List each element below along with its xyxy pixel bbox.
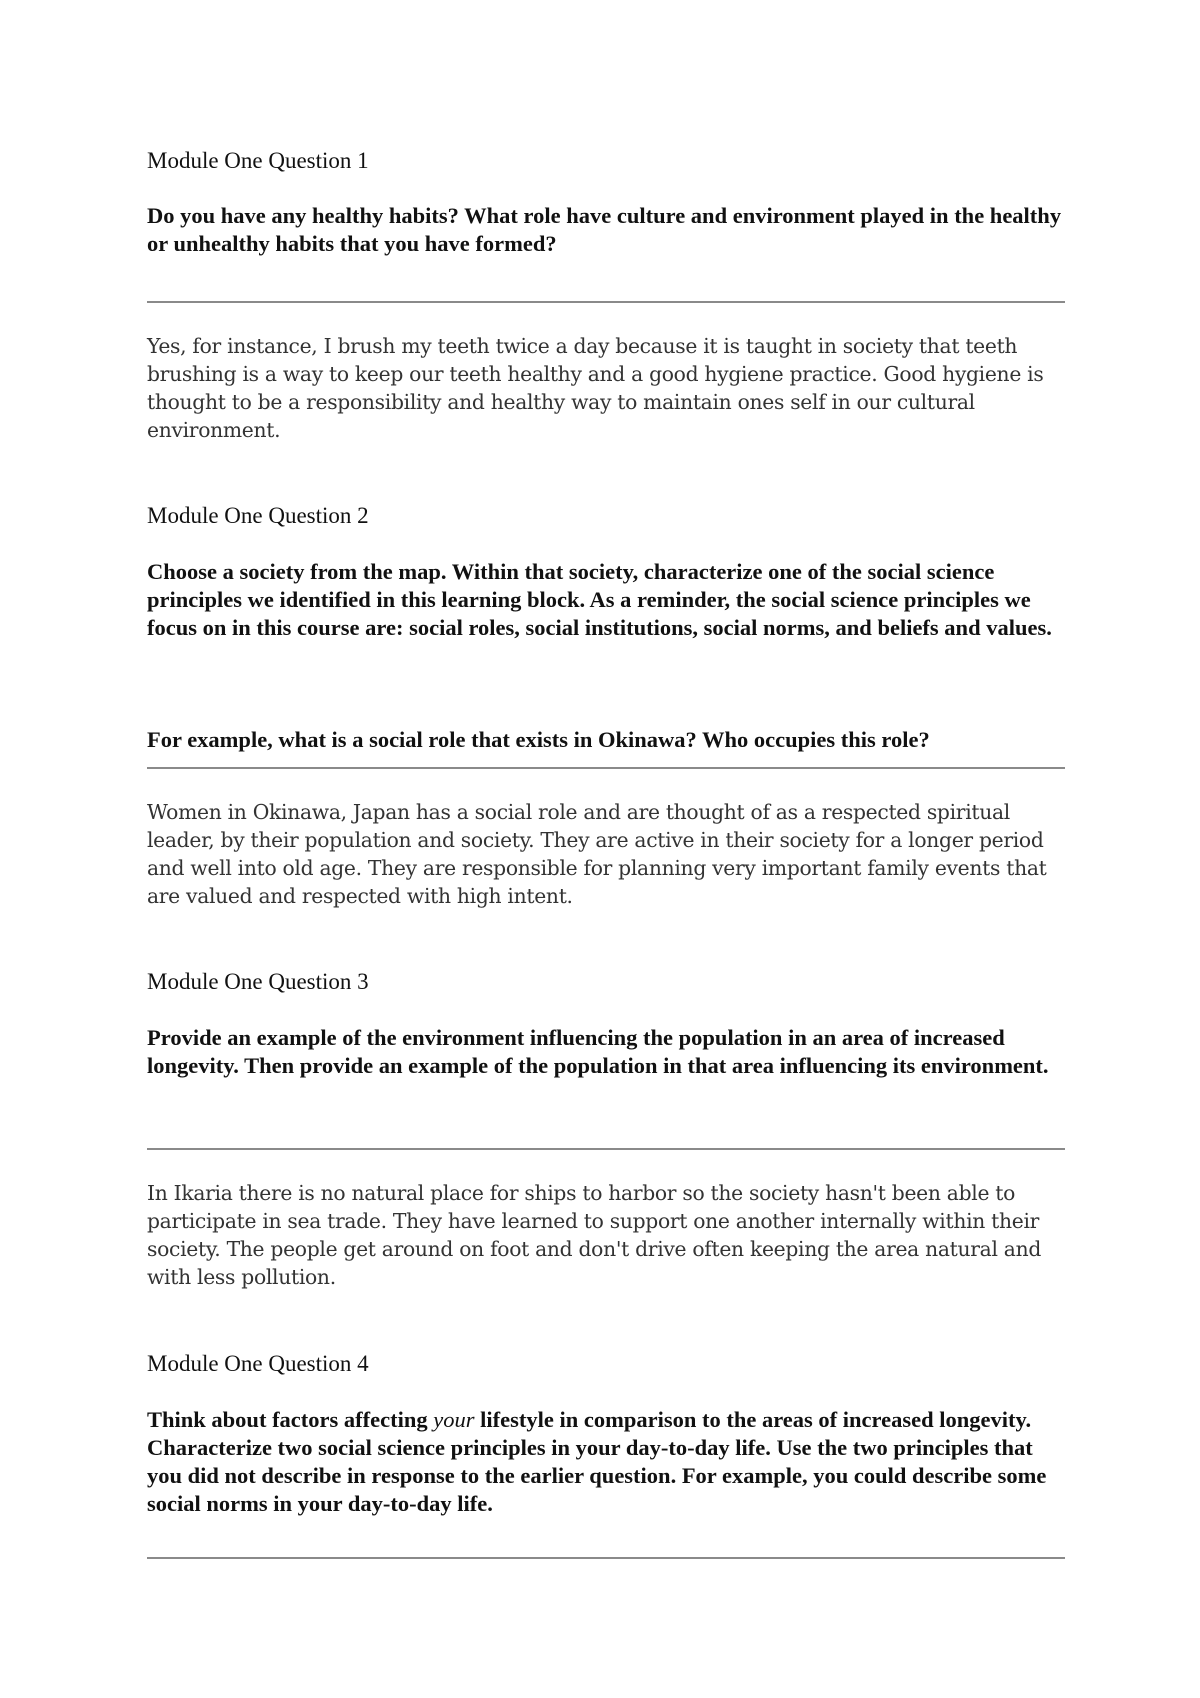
section-3-answer — [147, 1179, 1065, 1291]
section-1-question — [147, 202, 1065, 258]
section-2-example — [147, 726, 1065, 754]
answer-divider — [147, 1557, 1065, 1559]
section-3 — [147, 968, 1065, 996]
question-emphasis: your — [433, 1407, 475, 1432]
section-3-question — [147, 1024, 1065, 1080]
section-heading: Module One Question 2 — [147, 503, 369, 528]
section-heading: Module One Question 1 — [147, 148, 369, 173]
question-text: Provide an example of the environment influencing the population in an area of increased longevity. Then provide an example of the population in that area influencing its environment. — [147, 1025, 1049, 1078]
section-2-answer — [147, 798, 1065, 910]
answer-divider — [147, 301, 1065, 303]
section-2-question — [147, 558, 1065, 642]
answer-text: In Ikaria there is no natural place for ships to harbor so the society hasn't been able to participate in sea trade. They have learned to support one another internally within their society. The people get around on foot and don't drive often keeping the area natural and with less pollution. — [147, 1181, 1042, 1289]
question-text — [147, 1406, 1065, 1518]
section-2 — [147, 502, 1065, 530]
section-1-answer — [147, 332, 1065, 444]
section-heading: Module One Question 3 — [147, 969, 369, 994]
question-text-end: lifestyle in comparison to the areas of increased longevity. Characterize two social science principles in your day-to-day life. Use the two principles that you did not describe in response to the earlier question. For example, you could describe some social norms in your day-to-day life. — [147, 1407, 1047, 1516]
answer-text: Yes, for instance, I brush my teeth twice a day because it is taught in society that teeth brushing is a way to keep our teeth healthy and a good hygiene practice. Good hygiene is thought to be a responsibility and healthy way to maintain ones self in our cultural environment. — [147, 334, 1044, 442]
section-heading: Module One Question 4 — [147, 1351, 369, 1376]
answer-divider — [147, 1148, 1065, 1150]
question-text: Choose a society from the map. Within that society, characterize one of the social science principles we identified in this learning block. As a reminder, the social science principles we focus on in this course are: social roles, social institutions, social norms, and beliefs and values. — [147, 559, 1052, 640]
example-question-text: For example, what is a social role that exists in Okinawa? Who occupies this role? — [147, 727, 930, 752]
section-1 — [147, 147, 1065, 175]
question-text: Do you have any healthy habits? What role have culture and environment played in the healthy or unhealthy habits that you have formed? — [147, 203, 1062, 256]
document-page — [147, 0, 1065, 1698]
section-4-question — [147, 1406, 1065, 1518]
question-text-start: Think about factors affecting — [147, 1407, 428, 1432]
answer-text: Women in Okinawa, Japan has a social role and are thought of as a respected spiritual leader, by their population and society. They are active in their society for a longer period and well into old age. They are responsible for planning very important family events that are valued and respected with high intent. — [147, 800, 1047, 908]
answer-divider — [147, 767, 1065, 769]
section-4 — [147, 1350, 1065, 1378]
